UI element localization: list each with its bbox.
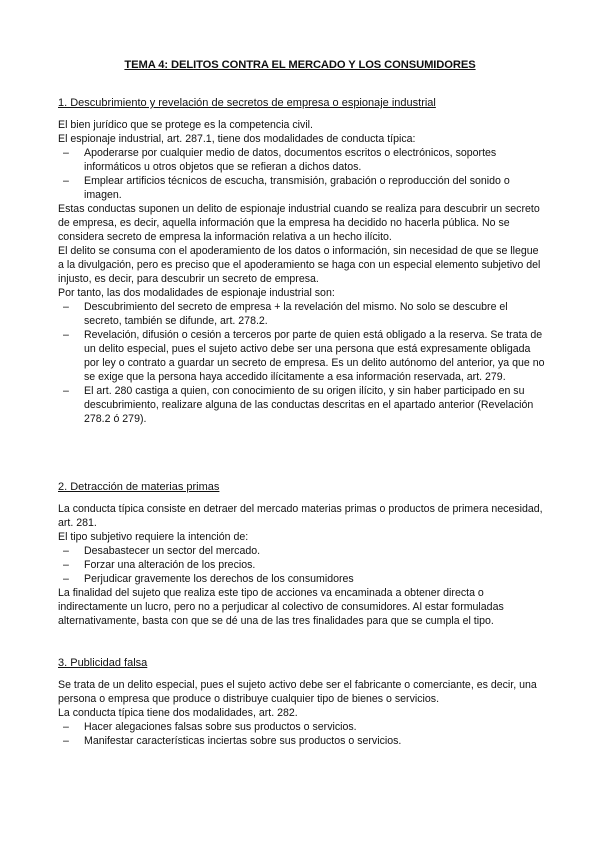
section-heading: 1. Descubrimiento y revelación de secretos de empresa o espionaje industrial [58,97,436,109]
list-item [58,300,546,328]
bullet-list [58,720,546,748]
list-item [58,558,546,572]
bullet-list [58,544,546,586]
section-2 [58,480,546,628]
list-item [58,146,546,174]
list-item-text: Forzar una alteración de los precios. [84,559,256,571]
list-item-text: Revelación, difusión o cesión a terceros por parte de quien está obligado a la reserva. Se trata de un delito especial, pues el sujeto activo debe ser una persona que está expresamente obligada por ley o contrato a guardar un secreto de empresa. Es un delito autónomo del anterior, ya que no se exige que la persona haya accedido ilícitamente a esa información reservada, art. 279. [84,329,545,383]
dash-bullet: – [63,147,69,159]
list-item-text: Descubrimiento del secreto de empresa + la revelación del mismo. No solo se descubre el secreto, también se difunde, art. 278.2. [84,301,508,327]
dash-bullet: – [63,545,69,557]
dash-bullet: – [63,301,69,313]
dash-bullet: – [63,559,69,571]
section-heading: 3. Publicidad falsa [58,657,148,669]
paragraph: El delito se consuma con el apoderamiento de los datos o información, sin necesidad de que se llegue a la divulgación, pero es preciso que el apoderamiento se haga con un especial elemento subjetivo del injusto, es decir, para descubrir un secreto de empresa. [58,245,541,285]
list-item-text: Emplear artificios técnicos de escucha, transmisión, grabación o reproducción del sonido o imagen. [84,175,510,201]
paragraph: La conducta típica tiene dos modalidades, art. 282. [58,707,298,719]
dash-bullet: – [63,329,69,341]
list-item-text: Perjudicar gravemente los derechos de los consumidores [84,573,354,585]
dash-bullet: – [63,721,69,733]
document-title: TEMA 4: DELITOS CONTRA EL MERCADO Y LOS CONSUMIDORES [124,59,476,71]
list-item [58,734,546,748]
dash-bullet: – [63,385,69,397]
list-item-text: Hacer alegaciones falsas sobre sus productos o servicios. [84,721,357,733]
dash-bullet: – [63,573,69,585]
section-1 [58,96,546,426]
paragraph: Se trata de un delito especial, pues el sujeto activo debe ser el fabricante o comerciante, es decir, una persona o empresa que produce o distribuye cualquier tipo de bienes o servicios. [58,679,537,705]
paragraph: La finalidad del sujeto que realiza este tipo de acciones va encaminada a obtener directa o indirectamente un lucro, pero no a perjudicar al colectivo de consumidores. Al estar formuladas alternativamente, basta con que se dé una de las tres finalidades para que se cumpla el tipo. [58,587,504,627]
list-item [58,544,546,558]
list-item [58,328,546,384]
dash-bullet: – [63,735,69,747]
list-item [58,572,546,586]
paragraph: Estas conductas suponen un delito de espionaje industrial cuando se realiza para descubrir un secreto de empresa, es decir, aquella información que la empresa ha decidido no hacerla pública. No se considera secreto de empresa la información relativa a un hecho ilícito. [58,203,540,243]
bullet-list [58,300,546,426]
section-heading: 2. Detracción de materias primas [58,481,220,493]
paragraph: El tipo subjetivo requiere la intención de: [58,531,249,543]
list-item-text: El art. 280 castiga a quien, con conocimiento de su origen ilícito, y sin haber participado en su descubrimiento, realizare alguna de las conductas descritas en el apartado anterior (Revelación 278.2 ó 279). [84,385,534,425]
list-item [58,174,546,202]
list-item [58,384,546,426]
paragraph: El espionaje industrial, art. 287.1, tiene dos modalidades de conducta típica: [58,133,416,145]
paragraph: La conducta típica consiste en detraer del mercado materias primas o productos de primera necesidad, art. 281. [58,503,543,529]
list-item-text: Manifestar características inciertas sobre sus productos o servicios. [84,735,402,747]
list-item-text: Desabastecer un sector del mercado. [84,545,261,557]
list-item-text: Apoderarse por cualquier medio de datos, documentos escritos o electrónicos, soportes informáticos u otros objetos que se refieran a dichos datos. [84,147,497,173]
dash-bullet: – [63,175,69,187]
bullet-list [58,146,546,202]
paragraph: Por tanto, las dos modalidades de espionaje industrial son: [58,287,335,299]
list-item [58,720,546,734]
paragraph: El bien jurídico que se protege es la competencia civil. [58,119,313,131]
section-3 [58,656,546,748]
